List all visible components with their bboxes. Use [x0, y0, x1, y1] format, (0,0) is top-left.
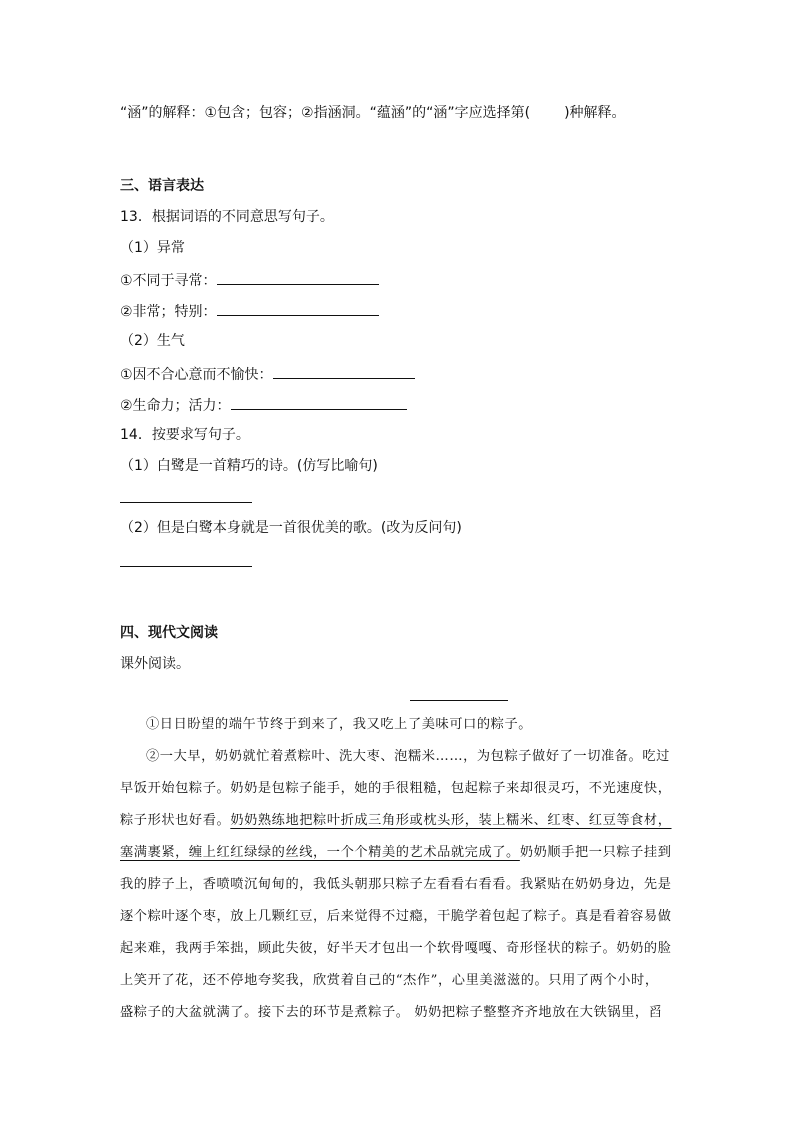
passage-line [120, 998, 692, 1028]
q14-1-answer-line[interactable] [120, 502, 252, 503]
q13-2b-label: ②生命力；活力： [120, 398, 231, 414]
q13-1a-label: ①不同于寻常： [120, 273, 217, 289]
q13-2a-answer-line[interactable] [273, 364, 415, 379]
q13-2b [120, 395, 407, 415]
q12-text-end: )种解释。 [564, 105, 626, 121]
section-4-intro: 课外阅读。 [120, 656, 190, 672]
passage-line-text: 我的脖子上，香喷喷沉甸甸的，我低头朝那只粽子左看看右看看。我紧贴在奶奶身边，先是 [120, 877, 672, 892]
q13-part-1-label: （1）异常 [120, 240, 185, 256]
passage-paragraph-1 [146, 710, 718, 740]
section-4-heading: 四、现代文阅读 [120, 625, 218, 641]
passage-line [120, 934, 692, 964]
underlined-sentence: 奶奶熟练地把粽叶折成三角形或枕头形，装上糯米、红枣、红豆等食材， [230, 813, 672, 828]
q12-line [120, 104, 626, 122]
passage-line [120, 966, 692, 996]
q13-2a [120, 364, 415, 384]
q14-2-answer-line[interactable] [120, 566, 252, 567]
passage-line-text: 奶奶顺手把一只粽子挂到 [519, 845, 672, 860]
q14-part-1: （1）白鹭是一首精巧的诗。(仿写比喻句) [120, 458, 378, 474]
passage-line-text: 早饭开始包粽子。奶奶是包粽子能手，她的手很粗糙，包起粽子来却很灵巧，不光速度快， [120, 781, 672, 796]
passage-line-text: 上笑开了花，还不停地夸奖我，欣赏着自己的“杰作”，心里美滋滋的。只用了两个小时， [120, 973, 659, 988]
passage-line-text: ②一大早，奶奶就忙着煮粽叶、洗大枣、泡糯米……，为包粽子做好了一切准备。吃过 [146, 749, 670, 764]
passage-line [146, 742, 718, 772]
passage-line [120, 806, 692, 836]
q13-1b-answer-line[interactable] [217, 301, 379, 316]
q13-1a [120, 270, 379, 290]
passage-line-text: 逐个粽叶逐个枣，放上几颗红豆，后来觉得不过瘾，干脆学着包起了粽子。真是看着容易做 [120, 909, 672, 924]
passage-line [120, 838, 692, 868]
q12-text: “涵”的解释：①包含；包容；②指涵洞。“蕴涵”的“涵”字应选择第( [120, 105, 531, 121]
passage-line: ①日日盼望的端午节终于到来了，我又吃上了美味可口的粽子。 [146, 717, 533, 732]
passage-line [120, 774, 692, 804]
q14-part-2: （2）但是白鹭本身就是一首很优美的歌。(改为反问句) [120, 520, 462, 536]
passage-line-text: 起来难，我两手笨拙，顾此失彼，好半天才包出一个软骨嘎嘎、奇形怪状的粽子。奶奶的脸 [120, 941, 672, 956]
passage-line-text: 粽子形状也好看。 [120, 813, 231, 828]
passage-line-text: 盛粽子的大盆就满了。接下去的环节是煮粽子。 奶奶把粽子整整齐齐地放在大铁锅里，舀 [120, 1005, 663, 1020]
q13-part-2-label: （2）生气 [120, 333, 185, 349]
question-14: 14．按要求写句子。 [120, 427, 250, 443]
underlined-sentence: 塞满裹紧，缠上红红绿绿的丝线，一个个精美的艺术品就完成了。 [120, 845, 520, 860]
passage-line [120, 870, 692, 900]
q13-1a-answer-line[interactable] [217, 270, 379, 285]
q13-2a-label: ①因不合心意而不愉快： [120, 367, 273, 383]
section-3-heading: 三、语言表达 [120, 178, 204, 194]
q13-1b [120, 301, 379, 321]
q13-1b-label: ②非常；特别： [120, 304, 217, 320]
passage-line [120, 902, 692, 932]
passage-title-blank[interactable] [410, 700, 508, 701]
q13-2b-answer-line[interactable] [231, 395, 407, 410]
question-13: 13．根据词语的不同意思写句子。 [120, 209, 334, 225]
